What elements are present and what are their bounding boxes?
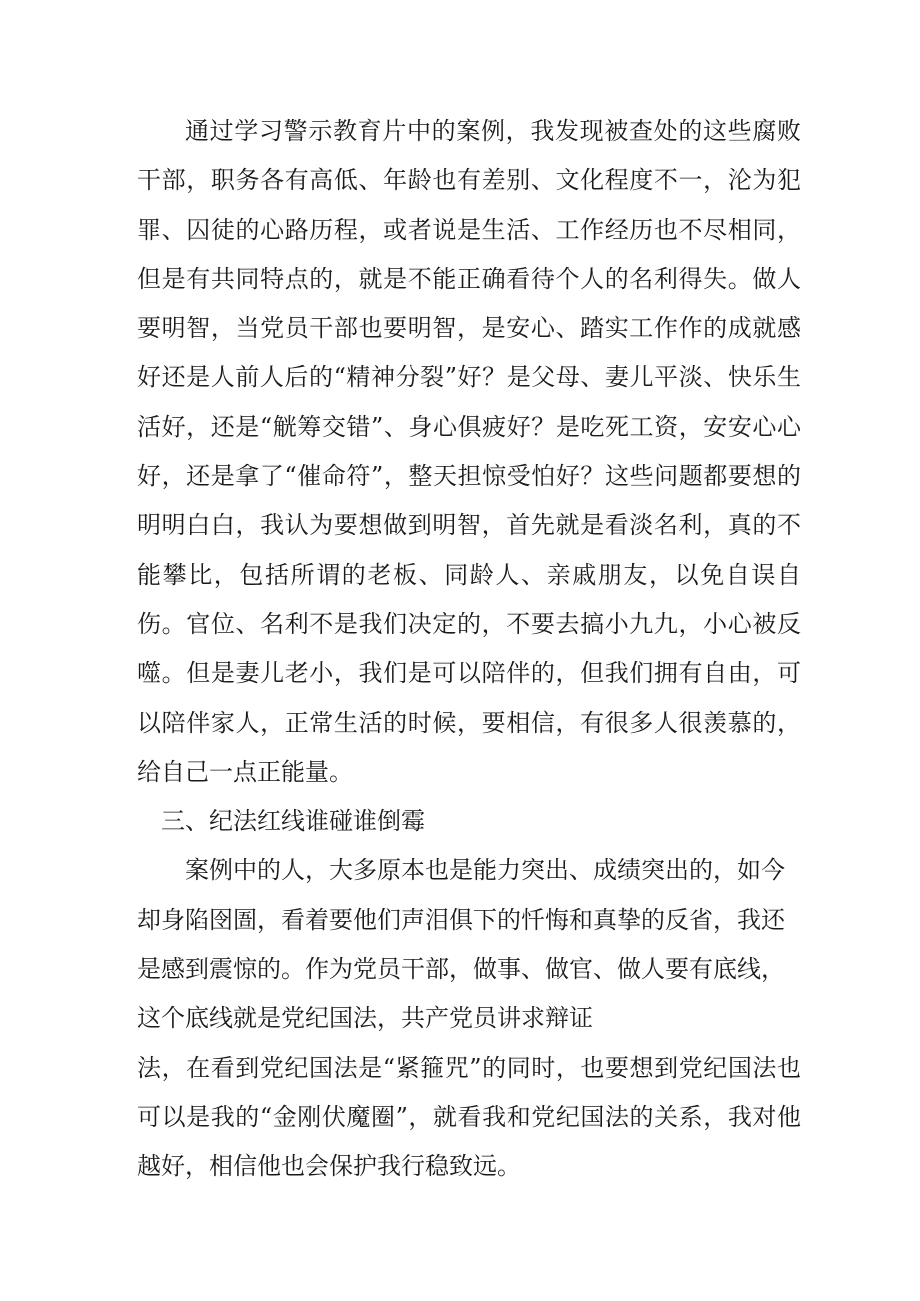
- body-paragraph: 法，在看到党纪国法是“紧箍咒”的同时，也要想到党纪国法也可以是我的“金刚伏魔圈”，就看我和党纪国法的关系，我对他越好，相信他也会保护我行稳致远。: [137, 1053, 801, 1181]
- body-paragraph: 案例中的人，大多原本也是能力突出、成绩突出的，如今却身陷囹圄，看着要他们声泪俱下的忏悔和真挚的反省，我还是感到震惊的。作为党员干部，做事、做官、做人要有底线，这个底线就是党纪国法，共产党员讲求辩证: [137, 856, 785, 1033]
- section-heading: 三、纪法红线谁碰谁倒霉: [161, 807, 425, 836]
- body-paragraph: 通过学习警示教育片中的案例，我发现被查处的这些腐败干部，职务各有高低、年龄也有差别、文化程度不一，沦为犯罪、囚徒的心路历程，或者说是生活、工作经历也不尽相同，但是有共同特点的，就是不能正确看待个人的名利得失。做人要明智，当党员干部也要明智，是安心、踏实工作作的成就感好还是人前人后的“精神分裂”好？是父母、妻儿平淡、快乐生活好，还是“觥筹交错”、身心俱疲好？是吃死工资，安安心心好，还是拿了“催命符”，整天担惊受怕好？这些问题都要想的明明白白，我认为要想做到明智，首先就是看淡名利，真的不能攀比，包括所谓的老板、同龄人、亲戚朋友，以免自误自伤。官位、名利不是我们决定的，不要去搞小九九，小心被反噬。但是妻儿老小，我们是可以陪伴的，但我们拥有自由，可以陪伴家人，正常生活的时候，要相信，有很多人很羡慕的，给自己一点正能量。: [137, 117, 801, 786]
- document-body: [137, 107, 801, 1192]
